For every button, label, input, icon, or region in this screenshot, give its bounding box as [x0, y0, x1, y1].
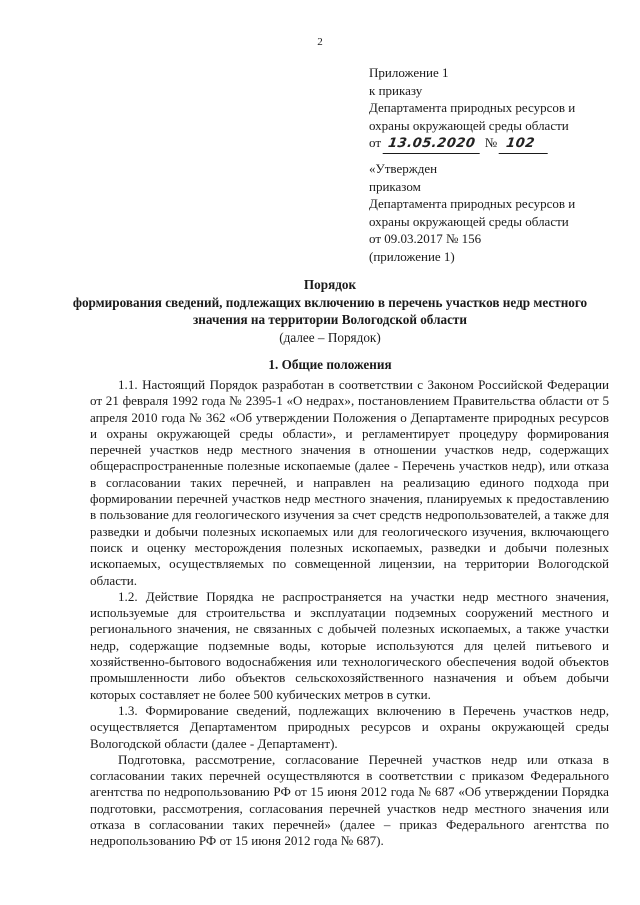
title-line-3: значения на территории Вологодской области	[193, 312, 467, 327]
page-number: 2	[317, 36, 323, 48]
document-body	[90, 377, 609, 850]
approved-line-3: Департамента природных ресурсов и	[369, 196, 576, 211]
paragraph-1-3: 1.3. Формирование сведений, подлежащих включению в Перечень участков недр, осуществляется Департаментом природных ресурсов и охраны окружающей среды Вологодской области (далее - Департамент).	[90, 702, 609, 751]
title-line-2: формирования сведений, подлежащих включению в перечень участков недр местного	[72, 294, 588, 310]
approved-block	[369, 160, 575, 265]
number-prefix: №	[484, 135, 498, 150]
section-heading: 1. Общие положения	[268, 357, 392, 372]
appendix-line-2: к приказу	[369, 82, 423, 98]
appendix-date-line	[369, 134, 575, 154]
appendix-line-4: охраны окружающей среды области	[369, 117, 569, 133]
appendix-line-3: Департамента природных ресурсов и	[369, 100, 576, 115]
paragraph-1-3-continued: Подготовка, рассмотрение, согласование Перечней участков недр или отказа в согласовании таких перечней осуществляются в соответствии с приказом Федерального агентства по недропользованию РФ от 15 июня 2012 года № 687 «Об утверждении Порядка подготовки, рассмотрения, согласования перечней участков недр местного значения или отказа в согласовании таких перечней» (далее – приказ Федерального агентства по недропользованию РФ от 15 июня 2012 года № 687).	[90, 751, 609, 849]
paragraph-1-2: 1.2. Действие Порядка не распространяется на участки недр местного значения, используемые для строительства и эксплуатации подземных сооружений местного и регионального значения, не связанных с добычей полезных ископаемых, а также участки недр, содержащие подземные воды, которые используются для целей питьевого и хозяйственно-бытового водоснабжения или технологического обеспечения водой объектов промышленности либо объектов сельскохозяйственного назначения и объем добычи которых составляет не более 500 кубических метров в сутки.	[90, 588, 609, 702]
appendix-block	[369, 64, 575, 154]
approved-line-5: от 09.03.2017 № 156	[369, 231, 482, 246]
handwritten-date: 13.05.2020	[383, 135, 483, 154]
handwritten-number: 102	[499, 135, 550, 154]
date-prefix: от	[369, 135, 382, 150]
title-line-4: (далее – Порядок)	[279, 329, 381, 345]
title-line-1: Порядок	[303, 277, 357, 292]
approved-line-6: (приложение 1)	[369, 248, 455, 264]
paragraph-1-1: 1.1. Настоящий Порядок разработан в соответствии с Законом Российской Федерации от 21 февраля 1992 года № 2395-1 «О недрах», постановлением Правительства области от 5 апреля 2010 года № 362 «Об утверждении Положения о Департаменте природных ресурсов и охраны окружающей среды области», и регламентирует процедуру формирования перечней участков недр местного значения в отношении участков недр, содержащих общераспространенные полезные ископаемые (далее - Перечень участков недр), или отказа в согласовании таких перечней, и направлен на реализацию единого подхода при формировании перечней участков недр местного значения, планируемых к предоставлению в пользование для геологического изучения за счет средств недропользователей, а также для разведки и добычи полезных ископаемых или для геологического изучения, включающего поиск и оценку месторождения полезных ископаемых, разведки и добычи полезных ископаемых, осуществляемых по совмещенной лицензии, на территории Вологодской области.	[90, 377, 609, 588]
appendix-line-1: Приложение 1	[369, 65, 449, 80]
approved-line-1: «Утвержден	[369, 161, 438, 176]
document-title	[40, 276, 620, 346]
approved-line-2: приказом	[369, 178, 421, 194]
approved-line-4: охраны окружающей среды области	[369, 213, 569, 229]
